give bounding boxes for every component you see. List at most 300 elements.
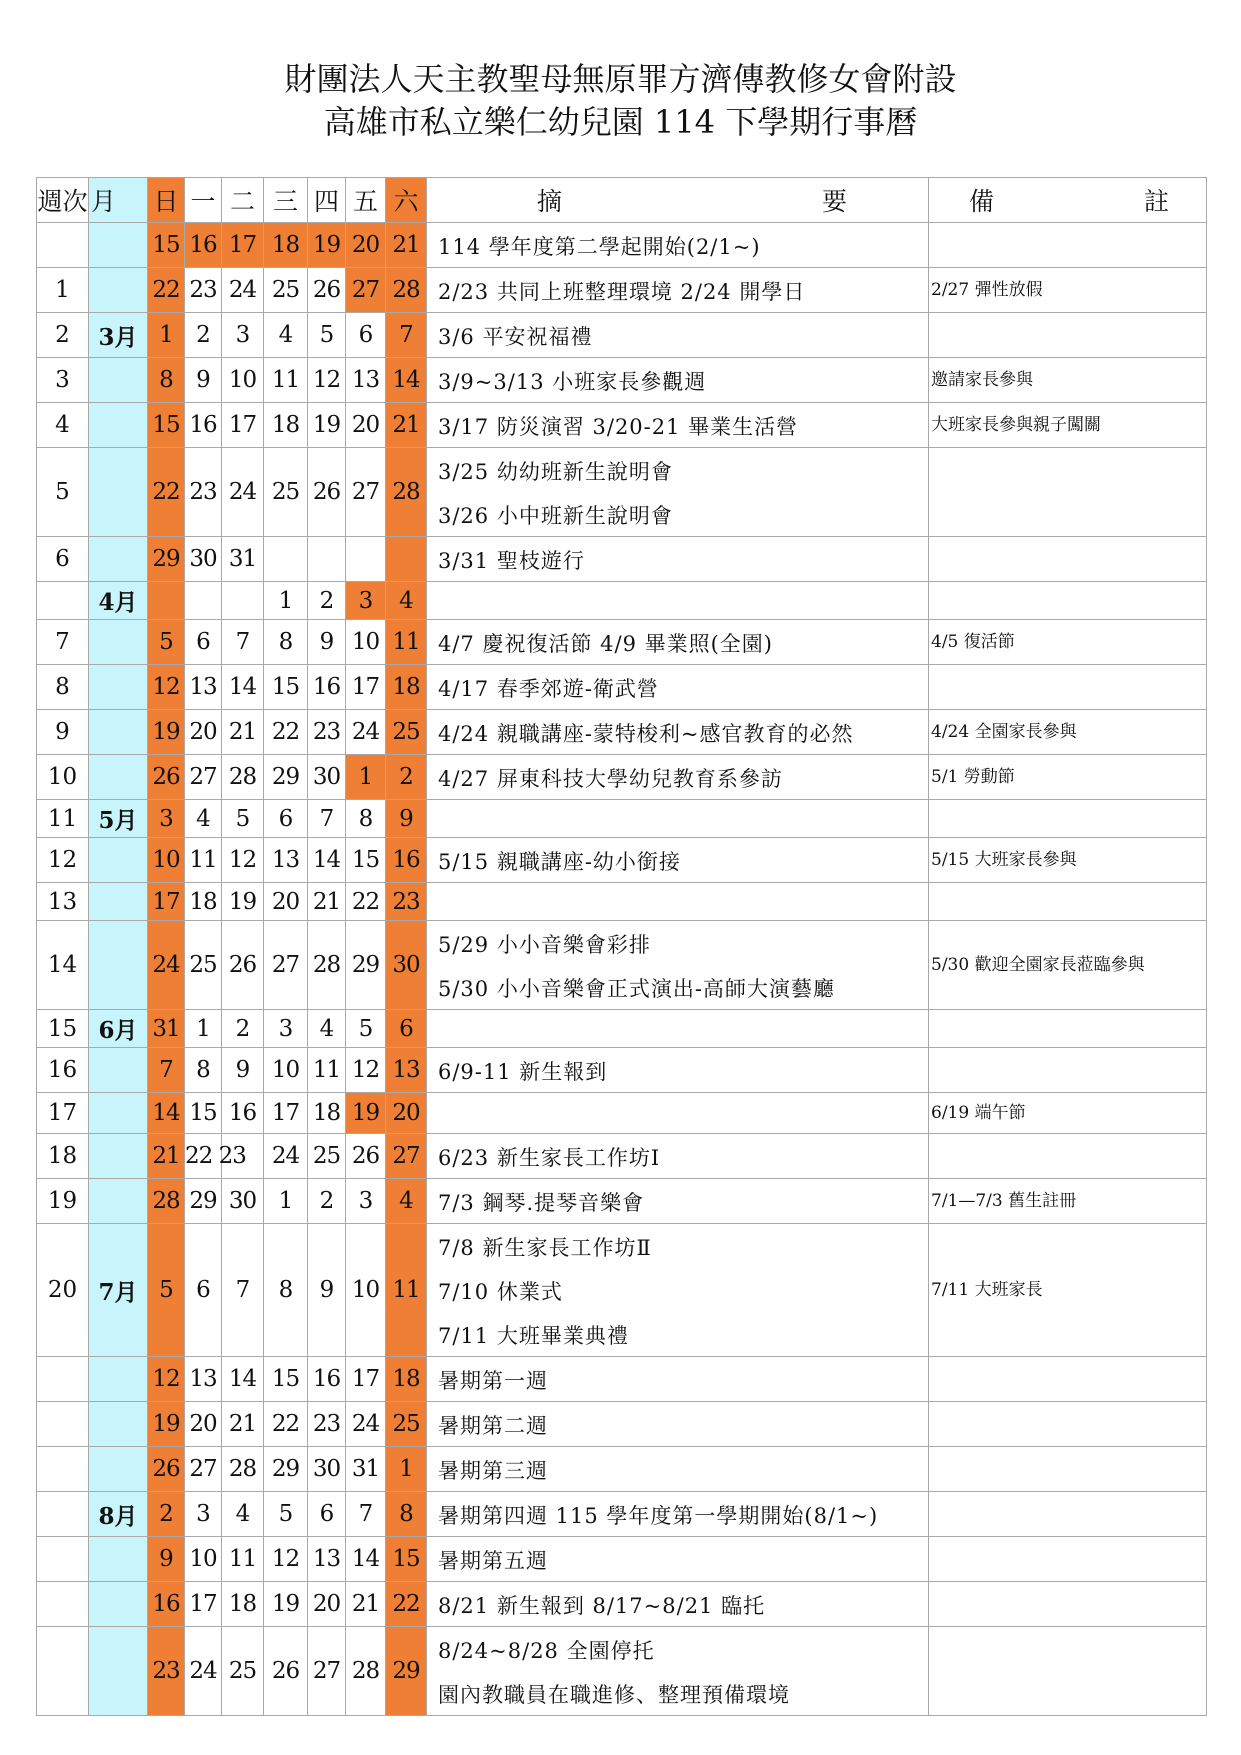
remarks-cell [929, 1010, 1207, 1048]
summary-line: 5/15 親職講座-幼小銜接 [438, 850, 681, 874]
calendar-row [37, 1402, 1207, 1447]
day-cell: 12 [308, 358, 346, 403]
day-cell: 7 [222, 620, 264, 665]
day-cell: 24 [264, 1134, 308, 1179]
day-cell: 4 [386, 582, 427, 620]
week-number [37, 1582, 89, 1627]
day-cell: 26 [222, 921, 264, 1010]
remark-line: 2/27 彈性放假 [931, 280, 1043, 300]
day-cell: 15 [264, 1357, 308, 1402]
day-cell: 15 [148, 403, 185, 448]
day-cell: 17 [346, 1357, 386, 1402]
summary-cell [427, 1447, 929, 1492]
summary-cell [427, 448, 929, 537]
week-number: 17 [37, 1093, 89, 1134]
day-cell [148, 582, 185, 620]
day-cell: 10 [346, 620, 386, 665]
day-cell: 27 [308, 1627, 346, 1716]
day-cell: 16 [185, 403, 222, 448]
day-cell: 17 [148, 883, 185, 921]
week-number: 13 [37, 883, 89, 921]
month-label [89, 223, 148, 268]
day-cell: 1 [346, 755, 386, 800]
summary-line [438, 1111, 928, 1115]
week-number [37, 1492, 89, 1537]
day-cell: 15 [386, 1537, 427, 1582]
day-cell: 25 [264, 268, 308, 313]
week-number: 10 [37, 755, 89, 800]
day-cell: 1 [185, 1010, 222, 1048]
summary-line: 7/11 大班畢業典禮 [438, 1324, 629, 1348]
day-cell: 20 [264, 883, 308, 921]
month-label: 6月 [89, 1010, 148, 1048]
day-cell: 11 [386, 620, 427, 665]
header-month: 月 [89, 178, 148, 223]
day-cell: 6 [308, 1492, 346, 1537]
month-label [89, 1134, 148, 1179]
summary-line: 7/8 新生家長工作坊Ⅱ [438, 1236, 652, 1260]
day-cell: 11 [308, 1048, 346, 1093]
day-cell: 30 [308, 755, 346, 800]
day-cell: 5 [308, 313, 346, 358]
header-thu: 四 [308, 178, 346, 223]
day-cell: 30 [185, 537, 222, 582]
summary-cell [427, 838, 929, 883]
remarks-cell [929, 313, 1207, 358]
day-cell: 16 [386, 838, 427, 883]
summary-line: 暑期第五週 [438, 1549, 548, 1573]
day-cell: 19 [264, 1582, 308, 1627]
day-cell: 14 [222, 665, 264, 710]
day-cell: 21 [346, 1582, 386, 1627]
calendar-row [37, 223, 1207, 268]
calendar-row [37, 403, 1207, 448]
month-label [89, 403, 148, 448]
day-cell: 8 [346, 800, 386, 838]
summary-cell [427, 223, 929, 268]
summary-cell [427, 883, 929, 921]
header-sat: 六 [386, 178, 427, 223]
day-cell: 16 [185, 223, 222, 268]
day-cell: 24 [222, 448, 264, 537]
day-cell: 13 [185, 665, 222, 710]
day-cell: 16 [148, 1582, 185, 1627]
month-label [89, 1447, 148, 1492]
day-cell: 28 [386, 268, 427, 313]
summary-cell [427, 1402, 929, 1447]
day-cell: 23 [185, 448, 222, 537]
remark-line: 邀請家長參與 [931, 370, 1033, 390]
day-cell: 28 [346, 1627, 386, 1716]
day-cell: 15 [346, 838, 386, 883]
day-cell: 13 [386, 1048, 427, 1093]
summary-line: 114 學年度第二學起開始(2/1~) [438, 235, 761, 259]
summary-line [438, 817, 928, 821]
remarks-cell [929, 710, 1207, 755]
day-cell: 4 [308, 1010, 346, 1048]
day-cell: 14 [308, 838, 346, 883]
week-number [37, 1537, 89, 1582]
day-cell: 12 [148, 665, 185, 710]
week-number: 2 [37, 313, 89, 358]
day-cell: 1 [264, 582, 308, 620]
remarks-cell [929, 665, 1207, 710]
summary-cell [427, 921, 929, 1010]
remarks-cell [929, 1357, 1207, 1402]
day-cell: 29 [264, 1447, 308, 1492]
summary-cell [427, 1179, 929, 1224]
header-mon: 一 [185, 178, 222, 223]
week-number: 20 [37, 1224, 89, 1357]
summary-line: 5/29 小小音樂會彩排 [438, 933, 651, 957]
day-cell: 20 [308, 1582, 346, 1627]
summary-line: 3/17 防災演習 3/20-21 畢業生活營 [438, 415, 799, 439]
month-label [89, 620, 148, 665]
month-label: 8月 [89, 1492, 148, 1537]
summary-line: 7/3 鋼琴.提琴音樂會 [438, 1191, 645, 1215]
day-cell: 18 [185, 883, 222, 921]
remark-line: 6/19 端午節 [931, 1103, 1026, 1123]
calendar-row [37, 582, 1207, 620]
day-cell: 5 [148, 1224, 185, 1357]
day-cell: 11 [222, 1537, 264, 1582]
summary-cell [427, 620, 929, 665]
day-cell: 13 [264, 838, 308, 883]
day-cell: 8 [386, 1492, 427, 1537]
remark-line: 5/30 歡迎全園家長蒞臨參與 [931, 955, 1145, 975]
day-cell: 12 [148, 1357, 185, 1402]
day-cell: 3 [185, 1492, 222, 1537]
remarks-cell [929, 1582, 1207, 1627]
remark-line: 7/1—7/3 舊生註冊 [931, 1191, 1077, 1211]
day-cell: 6 [386, 1010, 427, 1048]
day-cell: 3 [346, 582, 386, 620]
month-label [89, 921, 148, 1010]
day-cell: 17 [222, 223, 264, 268]
day-cell: 28 [386, 448, 427, 537]
day-cell: 10 [346, 1224, 386, 1357]
month-label [89, 358, 148, 403]
week-number: 5 [37, 448, 89, 537]
month-label [89, 665, 148, 710]
day-cell: 22 23 [185, 1134, 222, 1179]
day-cell: 9 [148, 1537, 185, 1582]
day-cell: 28 [222, 1447, 264, 1492]
week-number: 3 [37, 358, 89, 403]
calendar-row [37, 1224, 1207, 1357]
header-week: 週次 [37, 178, 89, 223]
remarks-cell [929, 838, 1207, 883]
week-number: 12 [37, 838, 89, 883]
week-number: 14 [37, 921, 89, 1010]
week-number [37, 223, 89, 268]
day-cell: 14 [346, 1537, 386, 1582]
day-cell: 3 [264, 1010, 308, 1048]
summary-line: 4/24 親職講座-蒙特梭利~感官教育的必然 [438, 722, 854, 746]
remarks-cell [929, 1627, 1207, 1716]
day-cell: 14 [386, 358, 427, 403]
day-cell: 19 [222, 883, 264, 921]
calendar-row [37, 1447, 1207, 1492]
day-cell: 7 [148, 1048, 185, 1093]
day-cell: 20 [346, 223, 386, 268]
day-cell: 15 [185, 1093, 222, 1134]
summary-line: 5/30 小小音樂會正式演出-高師大演藝廳 [438, 977, 835, 1001]
month-label [89, 1179, 148, 1224]
summary-line: 園內教職員在職進修、整理預備環境 [438, 1683, 790, 1707]
day-cell: 5 [346, 1010, 386, 1048]
day-cell: 12 [346, 1048, 386, 1093]
calendar-body [37, 223, 1207, 1716]
day-cell: 2 [386, 755, 427, 800]
summary-line: 暑期第二週 [438, 1414, 548, 1438]
day-cell: 27 [185, 755, 222, 800]
day-cell: 2 [148, 1492, 185, 1537]
month-label [89, 755, 148, 800]
month-label [89, 883, 148, 921]
day-cell: 2 [308, 582, 346, 620]
calendar-row [37, 358, 1207, 403]
week-number: 9 [37, 710, 89, 755]
header-fri: 五 [346, 178, 386, 223]
summary-cell [427, 1492, 929, 1537]
day-cell: 24 [185, 1627, 222, 1716]
day-cell: 25 [185, 921, 222, 1010]
summary-cell [427, 1582, 929, 1627]
day-cell: 30 [222, 1179, 264, 1224]
summary-cell [427, 755, 929, 800]
header-remarks-2: 註 [1144, 187, 1170, 216]
day-cell: 25 [222, 1627, 264, 1716]
calendar-row [37, 800, 1207, 838]
header-summary-2: 要 [822, 187, 848, 216]
month-label: 5月 [89, 800, 148, 838]
day-cell: 19 [308, 403, 346, 448]
calendar-row [37, 838, 1207, 883]
day-cell: 4 [386, 1179, 427, 1224]
day-cell: 6 [264, 800, 308, 838]
header-row [37, 178, 1207, 223]
calendar-row [37, 1010, 1207, 1048]
summary-cell [427, 582, 929, 620]
remarks-cell [929, 358, 1207, 403]
day-cell: 26 [308, 448, 346, 537]
day-cell [308, 537, 346, 582]
week-number: 1 [37, 268, 89, 313]
day-cell: 23 [185, 268, 222, 313]
day-cell: 29 [386, 1627, 427, 1716]
day-cell: 10 [222, 358, 264, 403]
day-cell: 10 [264, 1048, 308, 1093]
day-cell: 4 [264, 313, 308, 358]
summary-cell [427, 665, 929, 710]
calendar-row [37, 1048, 1207, 1093]
day-cell: 26 [264, 1627, 308, 1716]
day-cell: 29 [185, 1179, 222, 1224]
summary-line [438, 900, 928, 904]
remarks-cell [929, 1224, 1207, 1357]
day-cell: 21 [308, 883, 346, 921]
summary-cell [427, 403, 929, 448]
day-cell: 14 [148, 1093, 185, 1134]
day-cell: 7 [222, 1224, 264, 1357]
summary-line: 暑期第三週 [438, 1459, 548, 1483]
month-label: 7月 [89, 1224, 148, 1357]
day-cell: 1 [386, 1447, 427, 1492]
calendar-row [37, 1537, 1207, 1582]
summary-line: 4/17 春季郊遊-衛武營 [438, 677, 659, 701]
remark-line: 4/5 復活節 [931, 632, 1015, 652]
summary-line [438, 1027, 928, 1031]
day-cell: 17 [222, 403, 264, 448]
day-cell: 1 [148, 313, 185, 358]
day-cell: 18 [386, 1357, 427, 1402]
remarks-cell [929, 1179, 1207, 1224]
day-cell: 3 [346, 1179, 386, 1224]
remarks-cell [929, 883, 1207, 921]
calendar-row [37, 755, 1207, 800]
day-cell: 22 [264, 710, 308, 755]
day-cell: 4 [222, 1492, 264, 1537]
day-cell: 12 [222, 838, 264, 883]
day-cell: 22 [148, 448, 185, 537]
day-cell: 5 [222, 800, 264, 838]
day-cell: 21 [148, 1134, 185, 1179]
calendar-row [37, 1357, 1207, 1402]
summary-cell [427, 1224, 929, 1357]
day-cell: 20 [386, 1093, 427, 1134]
day-cell: 13 [185, 1357, 222, 1402]
day-cell: 6 [185, 620, 222, 665]
day-cell: 26 [308, 268, 346, 313]
day-cell: 26 [346, 1134, 386, 1179]
day-cell: 18 [222, 1582, 264, 1627]
summary-line: 6/9-11 新生報到 [438, 1060, 608, 1084]
calendar-row [37, 710, 1207, 755]
summary-cell [427, 1010, 929, 1048]
remarks-cell [929, 268, 1207, 313]
month-label [89, 1402, 148, 1447]
day-cell: 24 [222, 268, 264, 313]
day-cell: 21 [222, 1402, 264, 1447]
month-label [89, 537, 148, 582]
remarks-cell [929, 1134, 1207, 1179]
week-number: 15 [37, 1010, 89, 1048]
calendar-row [37, 665, 1207, 710]
summary-line: 3/9~3/13 小班家長參觀週 [438, 370, 707, 394]
day-cell: 25 [386, 1402, 427, 1447]
day-cell: 16 [308, 1357, 346, 1402]
day-cell: 24 [148, 921, 185, 1010]
day-cell: 22 [148, 268, 185, 313]
calendar-row [37, 537, 1207, 582]
day-cell: 3 [148, 800, 185, 838]
month-label [89, 838, 148, 883]
summary-cell [427, 268, 929, 313]
summary-cell [427, 1134, 929, 1179]
month-label [89, 448, 148, 537]
day-cell: 7 [308, 800, 346, 838]
remarks-cell [929, 1537, 1207, 1582]
summary-line: 2/23 共同上班整理環境 2/24 開學日 [438, 280, 806, 304]
day-cell: 12 [264, 1537, 308, 1582]
remarks-cell [929, 403, 1207, 448]
remarks-cell [929, 800, 1207, 838]
calendar-row [37, 313, 1207, 358]
day-cell [222, 582, 264, 620]
summary-line: 3/25 幼幼班新生說明會 [438, 460, 673, 484]
day-cell: 19 [346, 1093, 386, 1134]
day-cell: 21 [386, 403, 427, 448]
day-cell: 19 [148, 710, 185, 755]
week-number [37, 1447, 89, 1492]
day-cell: 29 [264, 755, 308, 800]
week-number: 8 [37, 665, 89, 710]
summary-line: 8/24~8/28 全園停托 [438, 1639, 655, 1663]
day-cell: 30 [386, 921, 427, 1010]
summary-cell [427, 710, 929, 755]
day-cell: 28 [148, 1179, 185, 1224]
remark-line: 4/24 全園家長參與 [931, 722, 1077, 742]
day-cell: 9 [222, 1048, 264, 1093]
remarks-cell [929, 755, 1207, 800]
day-cell: 25 [386, 710, 427, 755]
header-remarks-1: 備 [969, 187, 995, 216]
day-cell: 27 [346, 448, 386, 537]
remarks-cell [929, 223, 1207, 268]
day-cell: 24 [346, 710, 386, 755]
day-cell: 16 [222, 1093, 264, 1134]
day-cell: 3 [222, 313, 264, 358]
header-wed: 三 [264, 178, 308, 223]
header-sun: 日 [148, 178, 185, 223]
summary-line: 8/21 新生報到 8/17~8/21 臨托 [438, 1594, 766, 1618]
day-cell: 20 [185, 710, 222, 755]
day-cell: 9 [308, 1224, 346, 1357]
calendar-row [37, 1179, 1207, 1224]
day-cell: 13 [308, 1537, 346, 1582]
summary-line: 7/10 休業式 [438, 1280, 563, 1304]
month-label [89, 1357, 148, 1402]
remarks-cell [929, 921, 1207, 1010]
day-cell: 11 [264, 358, 308, 403]
summary-line: 3/6 平安祝福禮 [438, 325, 593, 349]
summary-line: 暑期第一週 [438, 1369, 548, 1393]
week-number [37, 1402, 89, 1447]
month-label [89, 1582, 148, 1627]
week-number: 6 [37, 537, 89, 582]
remark-line: 5/1 勞動節 [931, 767, 1015, 787]
day-cell: 20 [346, 403, 386, 448]
remark-line: 7/11 大班家長 [931, 1280, 1043, 1300]
summary-cell [427, 1627, 929, 1716]
day-cell: 10 [185, 1537, 222, 1582]
day-cell: 21 [386, 223, 427, 268]
day-cell [264, 537, 308, 582]
summary-cell [427, 800, 929, 838]
day-cell: 18 [264, 403, 308, 448]
day-cell: 29 [148, 537, 185, 582]
remarks-cell [929, 448, 1207, 537]
day-cell: 13 [346, 358, 386, 403]
calendar-row [37, 1134, 1207, 1179]
month-label [89, 1048, 148, 1093]
summary-line: 3/26 小中班新生說明會 [438, 504, 673, 528]
day-cell: 31 [222, 537, 264, 582]
day-cell: 7 [346, 1492, 386, 1537]
week-number: 7 [37, 620, 89, 665]
week-number [37, 1627, 89, 1716]
